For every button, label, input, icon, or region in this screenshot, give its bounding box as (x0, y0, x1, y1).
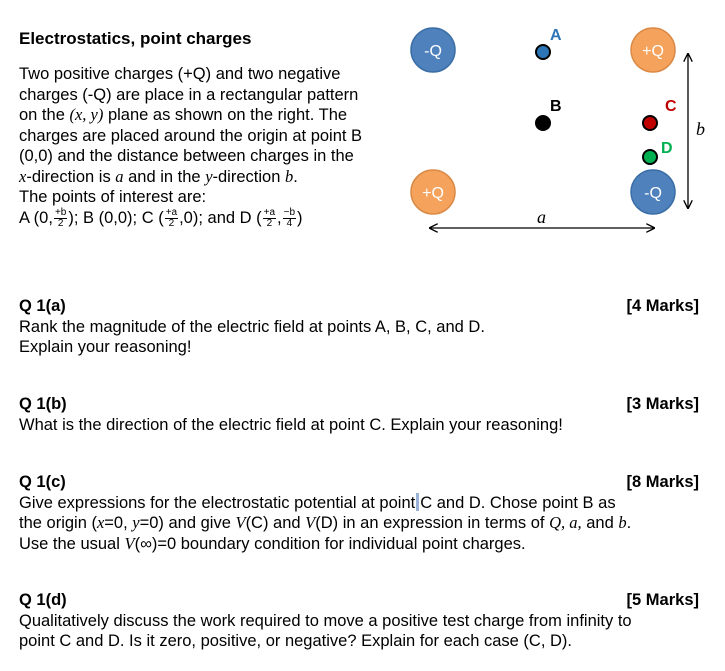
question-text: C and D. Chose point B as (420, 493, 616, 512)
charge-label: -Q (424, 43, 442, 60)
question-id: Q 1(c) (19, 473, 66, 491)
intro-text-2: plane as shown on the right. The charges are placed around the origin at point B (0,0) and the distance between charges in the (19, 106, 363, 165)
frac-den: 2 (266, 217, 273, 229)
question-id: Q 1(b) (19, 395, 67, 413)
frac-den: 2 (57, 217, 64, 229)
page-title: Electrostatics, point charges (19, 29, 252, 48)
question-marks: [3 Marks] (626, 395, 699, 413)
point-label: A (550, 27, 562, 44)
question-line: Rank the magnitude of the electric field at points A, B, C, and D. (19, 317, 485, 336)
dimension-a-label: a (537, 207, 546, 227)
intro-text-3: -direction is (26, 167, 116, 186)
point-b-coord: ); B (0,0); C ( (68, 208, 164, 227)
points-line: The points of interest are: (19, 188, 207, 206)
question-line (19, 513, 699, 534)
y-var: y (205, 166, 213, 186)
point-d-coord-end: ) (297, 208, 303, 227)
question-id: Q 1(a) (19, 297, 66, 315)
question-text: (∞)=0 boundary condition for individual point charges. (134, 534, 526, 553)
question-header (19, 394, 699, 415)
point-c (643, 98, 677, 130)
question-text: Use the usual (19, 534, 125, 553)
x-var: x (19, 166, 27, 186)
point-c-coord: ,0); and D ( (179, 208, 262, 227)
intro-paragraph (19, 64, 364, 229)
question-id: Q 1(d) (19, 591, 67, 609)
points-of-interest (19, 206, 303, 229)
math-var: V (124, 533, 135, 553)
dimension-b-label: b (696, 119, 705, 139)
math-var: Q, a, (549, 513, 582, 532)
math-var: b (618, 513, 627, 532)
point-d (643, 140, 673, 164)
frac-num: −b (283, 206, 296, 218)
text-cursor (416, 493, 419, 511)
question-header (19, 590, 699, 611)
frac-num: +a (263, 206, 276, 218)
point-label: C (665, 98, 677, 115)
charge-bottom-left (411, 170, 455, 214)
question-header (19, 472, 699, 493)
point-a-coord: A (0, (19, 208, 53, 227)
question-1d (19, 590, 699, 652)
question-text: the origin ( (19, 514, 97, 532)
question-text: (D) in an expression in terms of (315, 514, 550, 532)
question-line: point C and D. Is it zero, positive, or negative? Explain for each case (C, D). (19, 632, 573, 650)
charge-label: +Q (642, 43, 664, 60)
question-text: and (581, 514, 619, 532)
charge-top-left (411, 28, 455, 72)
point-label: D (661, 140, 673, 157)
question-text: Give expressions for the electrostatic potential at point (19, 493, 416, 512)
fraction (54, 208, 67, 229)
question-1a (19, 296, 699, 358)
question-text: =0, (104, 514, 133, 532)
question-line: Explain your reasoning! (19, 338, 192, 356)
math-var: V (235, 513, 246, 532)
b-var: b (284, 166, 294, 186)
question-line (19, 534, 699, 555)
point-a (536, 27, 562, 59)
intro-text-5: -direction (212, 167, 285, 186)
question-line: Qualitatively discuss the work required to move a positive test charge from infinity to (19, 611, 632, 630)
frac-num: +a (165, 206, 178, 218)
question-marks: [4 Marks] (626, 297, 699, 315)
frac-num: +b (54, 206, 67, 218)
question-text: =0) and give (139, 514, 236, 532)
question-header (19, 296, 699, 317)
fraction (263, 208, 276, 229)
math-var: x (96, 513, 105, 532)
charge-label: -Q (644, 185, 662, 202)
question-marks: [5 Marks] (626, 591, 699, 609)
point-label: B (550, 98, 562, 115)
question-1c (19, 472, 699, 554)
charge-top-right (631, 28, 675, 72)
comma: , (277, 208, 282, 227)
question-text: . (626, 514, 632, 532)
question-text: (C) and (245, 514, 306, 532)
point-b (535, 98, 562, 131)
charge-diagram (400, 20, 720, 265)
fraction (165, 208, 178, 229)
intro-text-1: Two positive charges (+Q) and two negative charges (-Q) are place in a rectangular pattern on the (19, 65, 359, 124)
charge-bottom-right (631, 170, 675, 214)
frac-den: 4 (286, 217, 293, 229)
charge-label: +Q (422, 185, 444, 202)
plane-math: (x, y) (69, 105, 104, 124)
frac-den: 2 (168, 217, 175, 229)
question-marks: [8 Marks] (626, 473, 699, 491)
a-var: a (115, 166, 124, 186)
intro-text-6: . (293, 167, 298, 186)
intro-text-4: and in the (123, 167, 206, 186)
math-var: y (132, 513, 140, 532)
math-var: V (305, 513, 316, 532)
question-line: What is the direction of the electric field at point C. Explain your reasoning! (19, 415, 563, 434)
question-line (19, 493, 699, 514)
question-1b (19, 394, 699, 435)
fraction (283, 208, 296, 229)
